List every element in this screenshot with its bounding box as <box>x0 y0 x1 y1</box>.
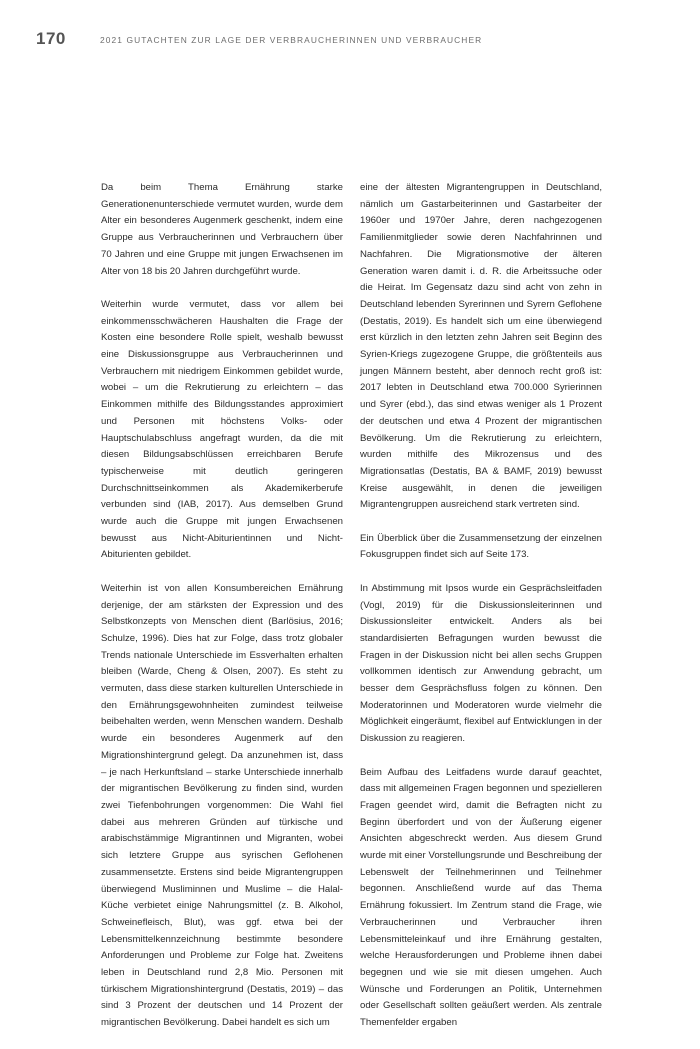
paragraph: eine der ältesten Migrantengruppen in Deutschland, nämlich um Gastarbeiterinnen und Gastarbeiter der 1960er und 1970er Jahre, deren nachgezogenen Familienmitglieder sowie deren Nachfahrinnen und Nachfahren. Die Migrationsmotive der älteren Generation waren damit i. d. R. die Arbeitssuche oder die Heirat. Im Gegensatz dazu sind acht von zehn in Deutschland lebenden Syrerinnen und Syrern Geflohene (Destatis, 2019). Es handelt sich um eine überwiegend erst kürzlich in den letzten zehn Jahren seit Beginn des Syrien-Kriegs zugezogene Gruppe, die größtenteils aus jungen Männern besteht, aber dennoch recht groß ist: 2017 lebten in Deutschland etwa 700.000 Syrierinnen und Syrer (ebd.), das sind etwas weniger als 1 Prozent der deutschen und etwa 4 Prozent der migrantischen Bevölkerung. Um die Rekrutierung zu erleichtern, wurden mithilfe des Mikrozensus und des Migrationsatlas (Destatis, BA & BAMF, 2019) bewusst Kreise ausgewählt, in denen die jeweiligen Migrantengruppen ausreichend stark vertreten sind. <box>360 182 602 511</box>
paragraph: Ein Überblick über die Zusammensetzung der einzelnen Fokusgruppen findet sich auf Seite 173. <box>360 532 602 561</box>
page-number: 170 <box>36 29 66 48</box>
paragraph: Weiterhin ist von allen Konsumbereichen Ernährung derjenige, der am stärksten der Expression und des Selbstkonzepts von Menschen dient (Barlösius, 2016; Schulze, 1996). Dies hat zur Folge, dass trotz globaler Trends nationale Unterschiede im Essverhalten erhalten bleiben (Warde, Cheng & Olsen, 2007). Es steht zu vermuten, dass diese starken kulturellen Unterschiede in den Ernährungsgewohnheiten zumindest teilweise beibehalten werden, wenn Menschen wandern. Deshalb wurde ein besonderes Augenmerk auf den Migrationshintergrund gelegt. Da anzunehmen ist, dass – je nach Herkunftsland – starke Unterschiede innerhalb der migrantischen Bevölkerung zu finden sind, wurden zwei Tiefenbohrungen vorgenommen: Die Wahl fiel dabei aus mehreren Gründen auf türkische und arabischstämmige Migrantinnen und Migranten, wobei sich letztere Gruppe aus syrischen Geflohenen zusammensetzte. Erstens sind beide Migrantengruppen überwiegend Musliminnen und Muslime – die Halal-Küche verbietet einige Nahrungsmittel (z. B. Alkohol, Schweinefleisch, Blut), was ggf. etwa bei der Lebensmittelkennzeichnung bestimmte besondere Anforderungen und Probleme zur Folge hat. Zweitens leben in Deutschland rund 2,8 Mio. Personen mit türkischem Migrationshintergrund (Destatis, 2019) – das sind 3 Prozent der deutschen und 14 Prozent der migrantischen Bevölkerung. Dabei handelt es sich um <box>101 582 343 1029</box>
running-header: 2021 GUTACHTEN ZUR LAGE DER VERBRAUCHERINNEN UND VERBRAUCHER <box>100 35 483 45</box>
paragraph: Beim Aufbau des Leitfadens wurde darauf geachtet, dass mit allgemeinen Fragen begonnen und spezielleren Fragen geendet wird, damit die Befragten nicht zu Beginn überfordert und von der Äußerung eigener Ansichten abgeschreckt werden. Aus diesem Grund wurde mit einer Vorstellungsrunde und Beschreibung der Lebenswelt der Teilnehmerinnen und Teilnehmer begonnen. Anschließend wurde auf das Thema Ernährung fokussiert. Im Zentrum stand die Frage, wie Verbraucherinnen und Verbraucher ihren Lebensmitteleinkauf und ihre Ernährung gestalten, welche Herausforderungen und Probleme ihnen dabei begegnen und wie sie mit diesen umgehen. Auch Wünsche und Forderungen an Politik, Unternehmen oder Gesellschaft sollten geäußert werden. Als zentrale Themenfelder ergaben <box>360 766 602 1029</box>
paragraph: Weiterhin wurde vermutet, dass vor allem bei einkommensschwächeren Haushalten die Frage der Kosten eine besondere Rolle spielt, weshalb bewusst eine Diskussionsgruppe aus Verbraucherinnen und Verbrauchern mit niedrigem Einkommen gebildet wurde, wobei – um die Rekrutierung zu erleichtern – das Einkommen mithilfe des Bildungsstandes approximiert und Personen mit höchstens Volks- oder Hauptschulabschluss angefragt wurden, da die mit diesen Bildungsabschlüssen erreichbaren Berufe typischerweise mit deutlich geringeren Durchschnittseinkommen als Akademikerberufe verbunden sind (IAB, 2017). Aus demselben Grund wurde auch die Gruppe mit jungen Erwachsenen bewusst aus Nicht-Abiturientinnen und Nicht-Abiturienten gebildet. <box>101 298 343 561</box>
right-column <box>360 180 602 1049</box>
left-column <box>101 180 343 1049</box>
paragraph: In Abstimmung mit Ipsos wurde ein Gesprächsleitfaden (Vogl, 2019) für die Diskussionsleiterinnen und Diskussionsleiter entwickelt. Anders als bei standardisierten Befragungen wurden bewusst die Fragen in der Diskussion nicht bei allen sechs Gruppen vollkommen identisch zur Anwendung gebracht, um besser dem Gesprächsfluss folgen zu können. Den Moderatorinnen und Moderatoren wurde vielmehr die Möglichkeit eingeräumt, flexibel auf Entwicklungen in der Diskussion zu reagieren. <box>360 582 602 745</box>
paragraph: Da beim Thema Ernährung starke Generationenunterschiede vermutet wurden, wurde dem Alter ein besonderes Augenmerk geschenkt, indem eine Gruppe aus Verbraucherinnen und Verbrauchern über 70 Jahren und eine Gruppe mit jungen Erwachsenen im Alter von 18 bis 20 Jahren durchgeführt wurde. <box>101 182 343 277</box>
